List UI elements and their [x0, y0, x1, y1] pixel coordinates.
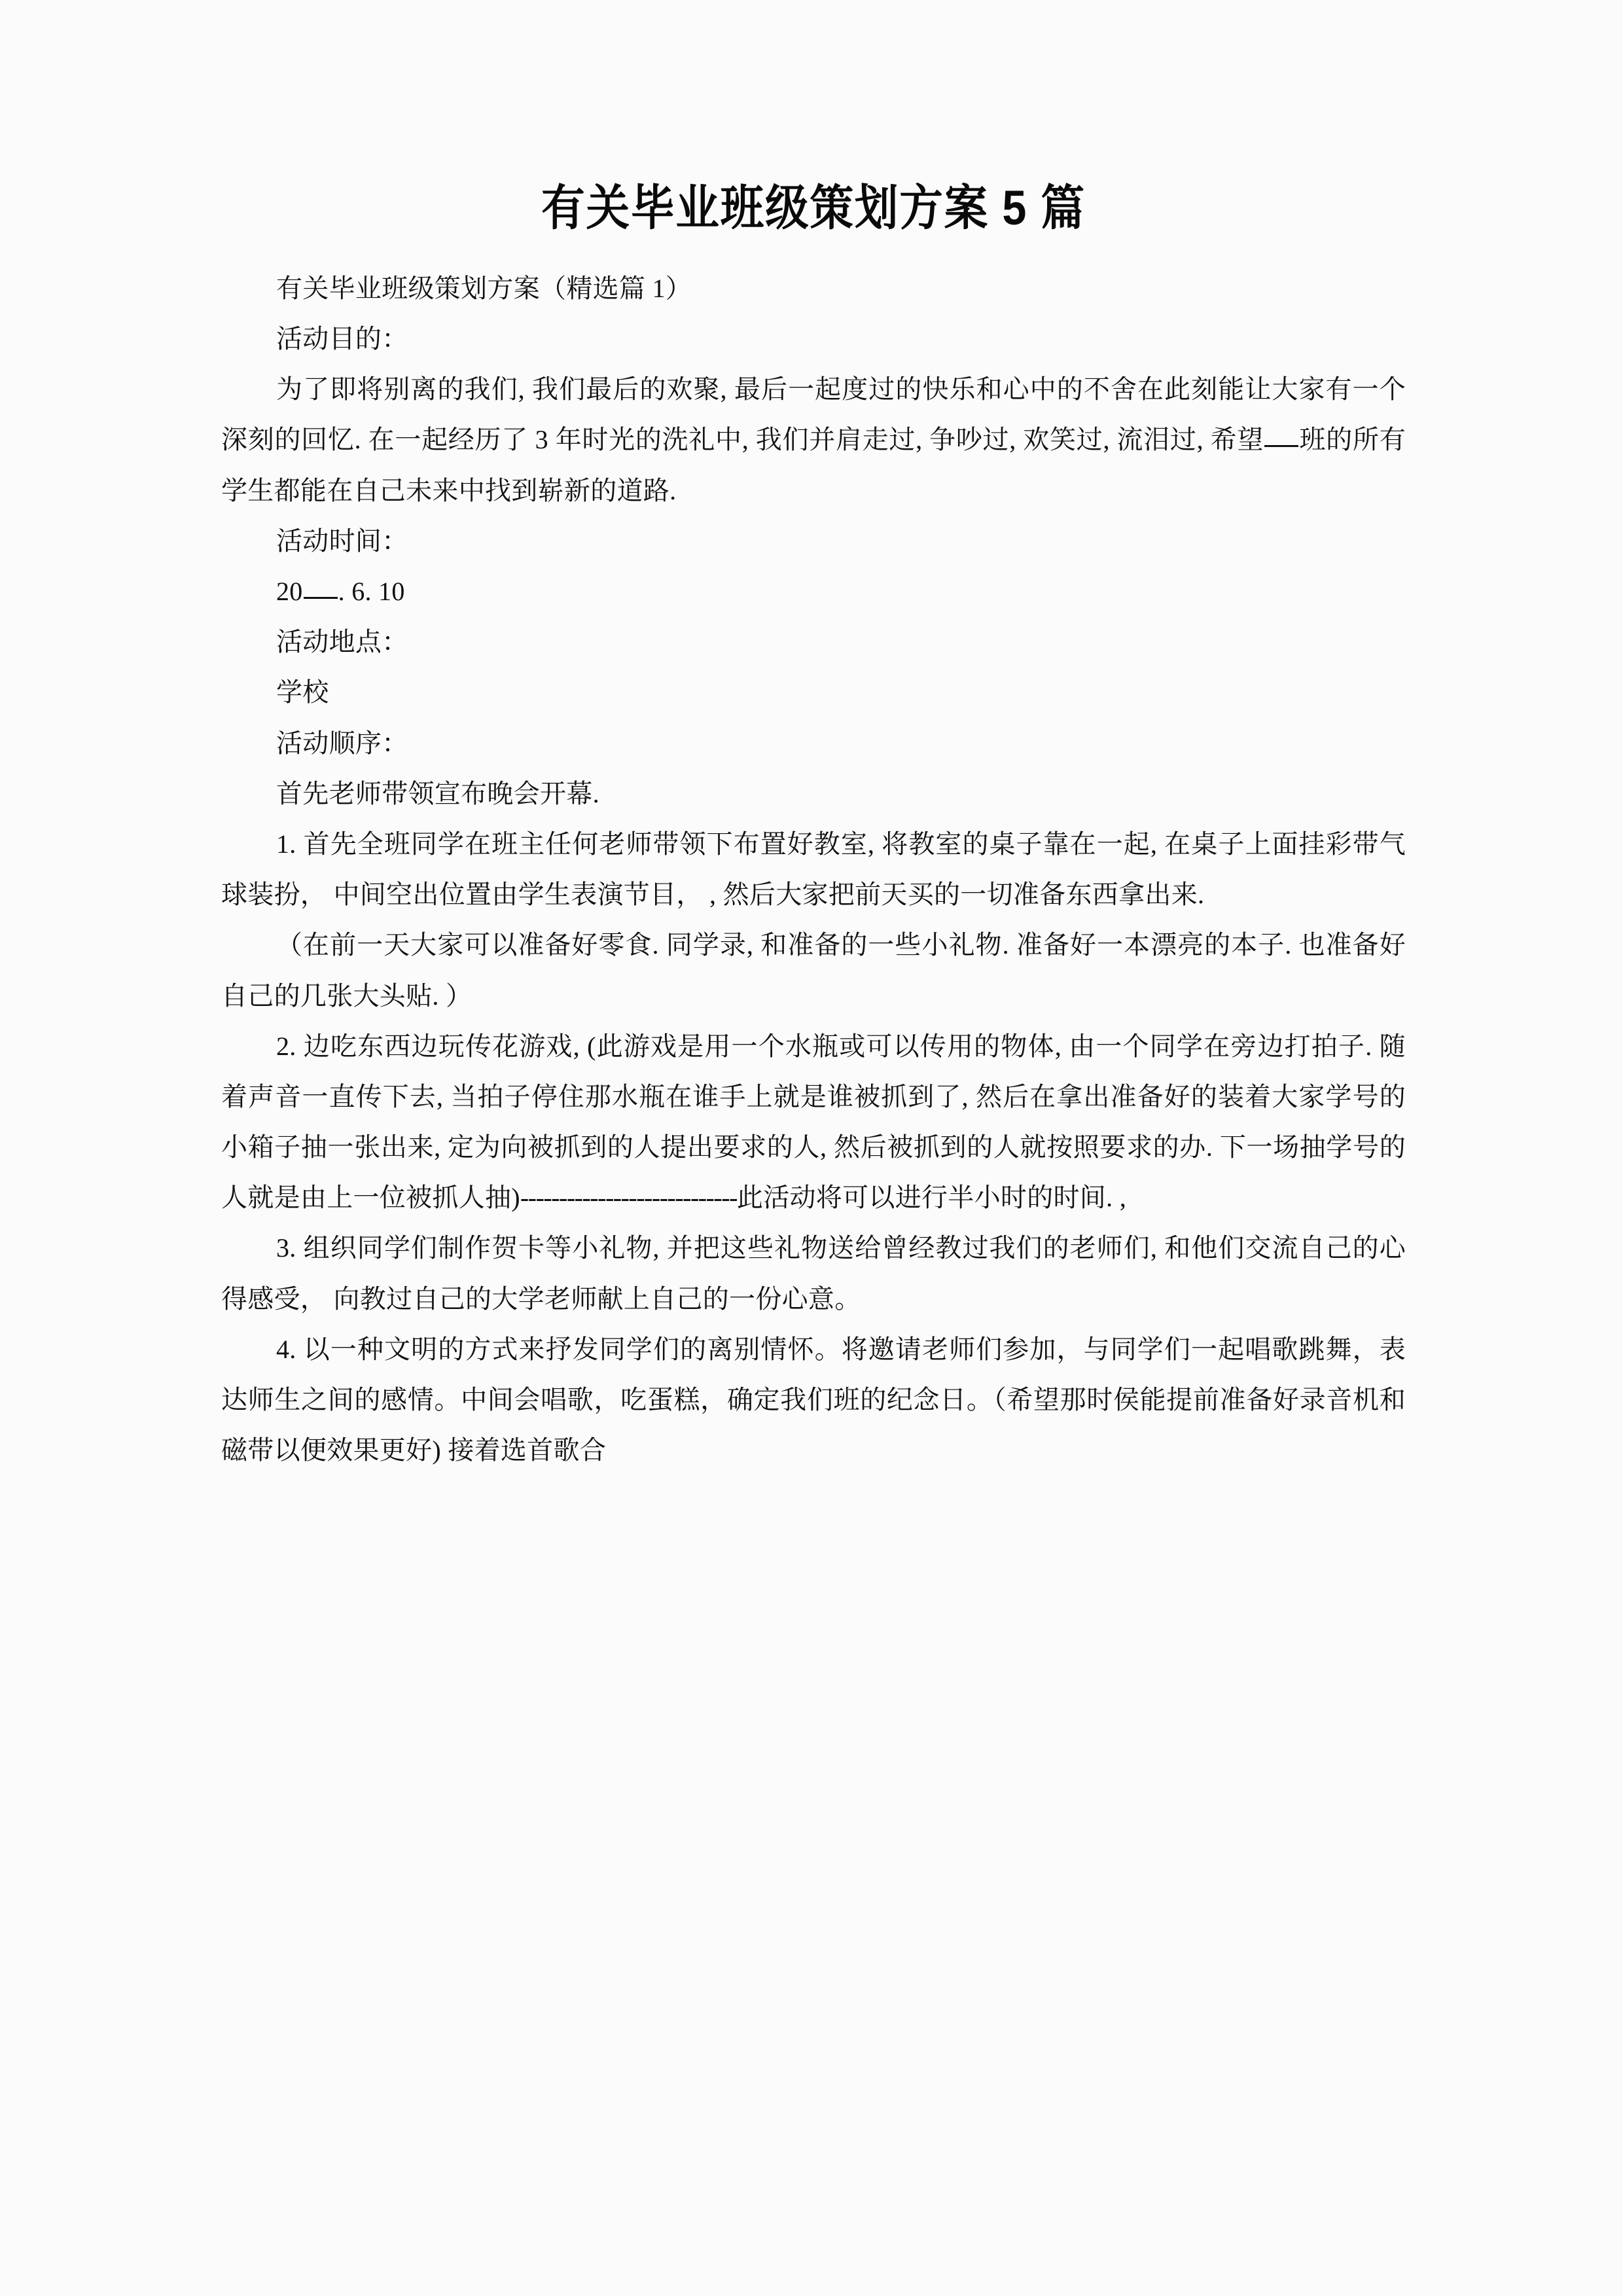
purpose-body — [221, 364, 1406, 516]
time-value-prefix: 20 — [276, 577, 303, 607]
purpose-body-text-before-blank: 为了即将别离的我们, 我们最后的欢聚, 最后一起度过的快乐和心中的不舍在此刻能让大家有一个深刻的回忆. 在一起经历了 3 年时光的洗礼中, 我们并肩走过, 争吵过, 欢笑过, 流泪过, 希望 — [221, 374, 1406, 455]
document-content — [221, 175, 1406, 1475]
order-label: 活动顺序： — [276, 728, 408, 758]
opening-line: 首先老师带领宣布晚会开幕. — [276, 778, 599, 808]
list-item-4: 4. 以一种文明的方式来抒发同学们的离别情怀。将邀请老师们参加，与同学们一起唱歌跳舞，表达师生之间的感情。中间会唱歌，吃蛋糕，确定我们班的纪念日。（希望那时侯能提前准备好录音机和磁带以便效果更好) 接着选首歌合 — [221, 1334, 1406, 1465]
time-value-suffix: . 6. 10 — [338, 577, 405, 607]
list-item-2-part-1: 2. 边吃东西边玩传花游戏, (此游戏是用一个水瓶或可以传用的物体, 由一个同学在旁边打拍子. 随着声音一直传下去, 当拍子停住那水瓶在谁手上就是谁被抓到了, 然后在拿出准备好的装着大家学号的小箱子抽一张出来, 定为向被抓到的人提出要求的人, 然后被抓到的人就按照要求的办. 下一场抽学号的人就是由上一位被抓人抽) — [221, 1031, 1406, 1213]
list-item-2 — [221, 1021, 1406, 1223]
purpose-body-text-after-blank: 班的所有学生都能在自己未来中找到崭新的道路. — [221, 425, 1406, 505]
year-blank — [304, 597, 338, 599]
dash-separator: ---------------------------- — [520, 1183, 737, 1213]
time-value — [221, 566, 1406, 617]
list-item-2-part-2: 此活动将可以进行半小时的时间. , — [736, 1183, 1126, 1213]
place-value: 学校 — [276, 677, 329, 708]
page-title: 有关毕业班级策划方案 5 篇 — [541, 181, 1086, 235]
list-item-1-note: （在前一天大家可以准备好零食. 同学录, 和准备的一些小礼物. 准备好一本漂亮的本子. 也准备好自己的几张大头贴. ） — [221, 930, 1406, 1011]
list-item-3: 3. 组织同学们制作贺卡等小礼物, 并把这些礼物送给曾经教过我们的老师们, 和他们交流自己的心得感受， 向教过自己的大学老师献上自己的一份心意。 — [221, 1233, 1406, 1314]
list-item-1: 1. 首先全班同学在班主任何老师带领下布置好教室, 将教室的桌子靠在一起, 在桌子上面挂彩带气球装扮， 中间空出位置由学生表演节目， , 然后大家把前天买的一切准备东西拿出来. — [221, 829, 1406, 910]
time-label: 活动时间： — [276, 526, 408, 556]
purpose-label: 活动目的： — [276, 324, 408, 354]
class-name-blank — [1264, 445, 1298, 447]
subtitle-line: 有关毕业班级策划方案（精选篇 1） — [276, 273, 692, 303]
place-label: 活动地点： — [276, 627, 408, 657]
